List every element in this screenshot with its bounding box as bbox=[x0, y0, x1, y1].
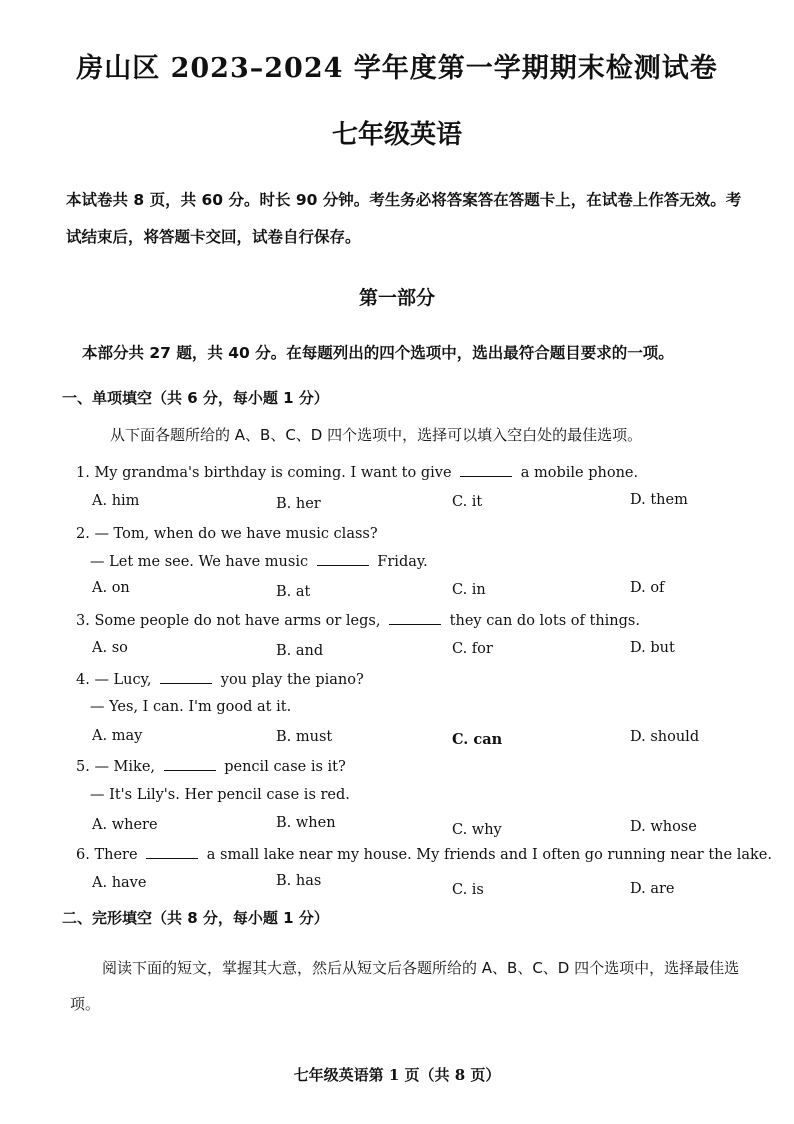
section-heading-1: 一、单项填空（共 6 分，每小题 1 分） bbox=[62, 389, 329, 407]
page-title: 房山区 2023–2024 学年度第一学期期末检测试卷 bbox=[76, 53, 718, 84]
section-instruction-2: 阅读下面的短文，掌握其大意，然后从短文后各题所给的 A、B、C、D 四个选项中，选择最佳选项。 bbox=[70, 959, 740, 1013]
section-heading-2: 二、完形填空（共 8 分，每小题 1 分） bbox=[62, 909, 329, 927]
option-b: B. when bbox=[276, 815, 336, 831]
option-a: A. where bbox=[92, 817, 158, 833]
option-b: B. has bbox=[276, 873, 322, 889]
option-c: C. why bbox=[452, 822, 502, 838]
question-4-line-2: — Yes, I can. I'm good at it. bbox=[90, 699, 292, 715]
question-5: 5. — Mike, pencil case is it? bbox=[76, 759, 346, 775]
question-2: 2. — Tom, when do we have music class? bbox=[76, 526, 378, 542]
page-footer: 七年级英语第 1 页（共 8 页） bbox=[293, 1066, 501, 1084]
question-4: 4. — Lucy, you play the piano? bbox=[76, 672, 364, 688]
question-2-line-2: — Let me see. We have music Friday. bbox=[90, 554, 428, 570]
answer-blank bbox=[160, 671, 212, 684]
option-b: B. and bbox=[276, 643, 324, 659]
answer-blank bbox=[317, 553, 369, 566]
part-description: 本部分共 27 题，共 40 分。在每题列出的四个选项中，选出最符合题目要求的一项。 bbox=[82, 344, 674, 362]
option-d: D. them bbox=[630, 492, 688, 508]
option-c: C. it bbox=[452, 494, 483, 510]
section-instruction-1: 从下面各题所给的 A、B、C、D 四个选项中，选择可以填入空白处的最佳选项。 bbox=[110, 426, 643, 444]
answer-blank bbox=[460, 464, 512, 477]
part-title: 第一部分 bbox=[358, 287, 435, 309]
option-b: B. her bbox=[276, 496, 321, 512]
answer-blank bbox=[146, 846, 198, 859]
option-a: A. him bbox=[92, 493, 140, 509]
question-1: 1. My grandma's birthday is coming. I want to give a mobile phone. bbox=[76, 465, 639, 481]
option-d: D. of bbox=[630, 580, 665, 596]
option-a: A. may bbox=[92, 728, 143, 744]
option-d: D. but bbox=[630, 640, 675, 656]
option-b: B. at bbox=[276, 584, 311, 600]
question-3: 3. Some people do not have arms or legs, they can do lots of things. bbox=[76, 613, 640, 629]
option-c: C. in bbox=[452, 582, 486, 598]
question-5-line-2: — It's Lily's. Her pencil case is red. bbox=[90, 787, 350, 803]
question-6: 6. There a small lake near my house. My friends and I often go running near the lake. bbox=[76, 847, 772, 863]
option-d: D. should bbox=[630, 729, 700, 745]
exam-instructions: 本试卷共 8 页，共 60 分。时长 90 分钟。考生务必将答案答在答题卡上，在试卷上作答无效。考试结束后，将答题卡交回，试卷自行保存。 bbox=[66, 191, 742, 246]
answer-blank bbox=[389, 612, 441, 625]
option-c: C. is bbox=[452, 882, 484, 898]
answer-blank bbox=[164, 758, 216, 771]
option-d: D. whose bbox=[630, 819, 697, 835]
option-d: D. are bbox=[630, 881, 675, 897]
option-c: C. for bbox=[452, 641, 493, 657]
page-subtitle: 七年级英语 bbox=[331, 120, 462, 150]
option-b: B. must bbox=[276, 729, 333, 745]
option-a: A. so bbox=[92, 640, 128, 656]
option-c: C. can bbox=[452, 731, 503, 748]
option-a: A. on bbox=[92, 580, 130, 596]
option-a: A. have bbox=[92, 875, 147, 891]
